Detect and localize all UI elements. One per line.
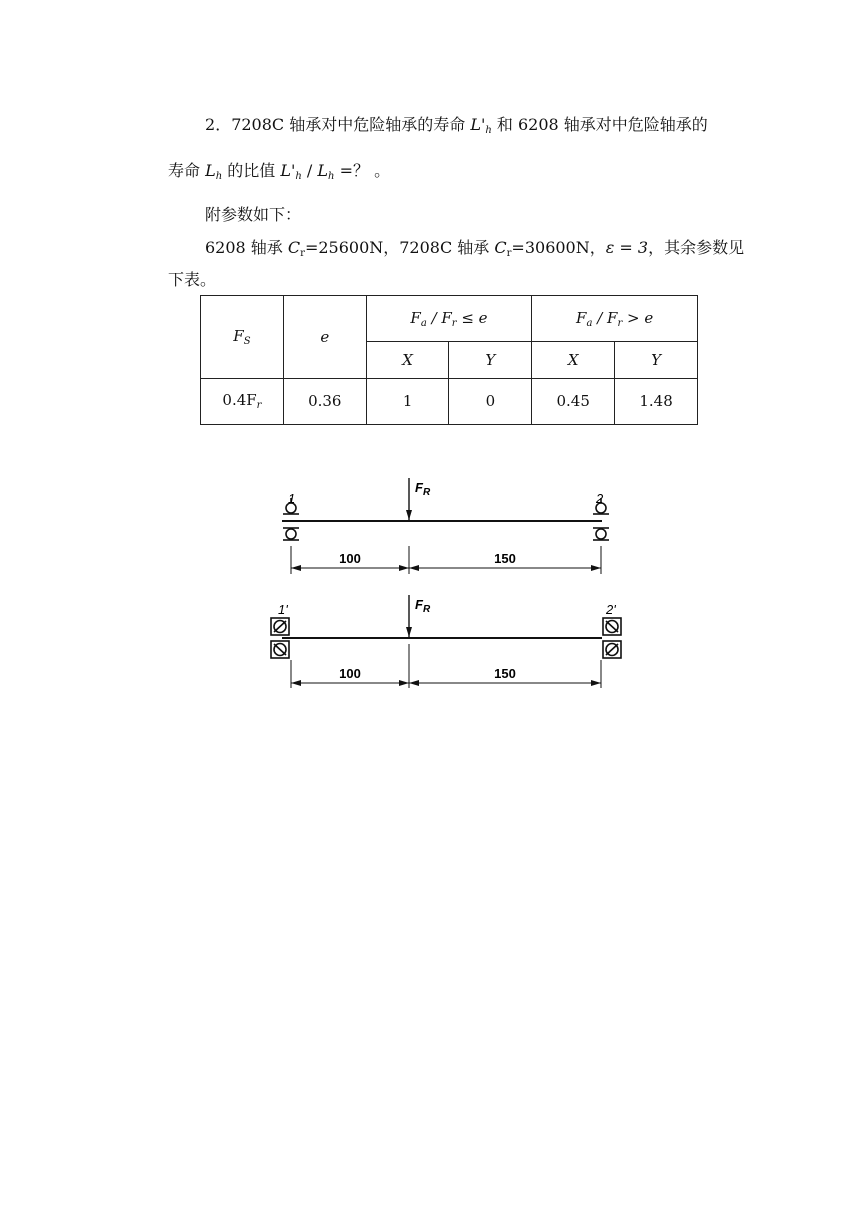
ratio-denominator-sub: h: [328, 171, 335, 182]
top-right-label: 2: [596, 491, 604, 506]
params-line-2: 下表。: [168, 270, 217, 289]
params-text-c: =30600N，: [511, 238, 606, 257]
params-line: [205, 237, 744, 265]
cell-y1: 0: [449, 378, 532, 424]
capacity-symbol-2: C: [494, 238, 507, 257]
bottom-dim-left-value: 100: [339, 666, 361, 681]
capacity-symbol-1: C: [287, 238, 301, 257]
subheader-y2: Y: [615, 342, 698, 378]
bottom-diagram: [271, 595, 621, 688]
header-group-gt: $F_a / F_r > e$: [532, 296, 698, 342]
parameter-table: [200, 295, 698, 425]
bottom-right-label: 2': [606, 602, 616, 617]
params-text-a: 6208 轴承: [205, 238, 288, 257]
question-text-b: 和 6208 轴承对中危险轴承的: [491, 115, 708, 134]
question-line-2: [168, 160, 390, 188]
life-subscript-2: h: [215, 171, 223, 182]
bottom-dim-right-value: 150: [494, 666, 516, 681]
top-dim-right-value: 150: [494, 551, 516, 566]
question-number: 2: [205, 115, 216, 134]
subheader-x2: X: [532, 342, 615, 378]
header-e: e: [283, 296, 366, 379]
params-text-b: =25600N，7208C 轴承: [304, 238, 495, 257]
epsilon-value: ε = 3: [605, 238, 649, 257]
question-tail: =？ 。: [334, 161, 391, 180]
ratio-numerator-sub: h: [295, 171, 302, 182]
subheader-y1: Y: [449, 342, 532, 378]
cell-x2: 0.45: [532, 378, 615, 424]
cell-fs: $0.4F_r$: [201, 378, 284, 424]
question-text-a: ．7208C 轴承对中危险轴承的寿命: [215, 115, 471, 134]
question-line-1: [205, 114, 708, 142]
bearing-diagram: [262, 470, 632, 690]
ratio-denominator: L: [317, 161, 329, 180]
cell-y2: 1.48: [615, 378, 698, 424]
header-group-le: $F_a / F_r \le e$: [366, 296, 532, 342]
question-text-c: 寿命: [168, 161, 206, 180]
life-symbol-2: L: [205, 161, 216, 180]
capacity-subscript-2: r: [506, 248, 512, 259]
life-symbol: L': [470, 115, 486, 134]
ratio-slash: /: [301, 161, 318, 180]
life-subscript: h: [485, 125, 492, 136]
top-left-label: 1: [288, 491, 296, 506]
ratio-numerator: L': [280, 161, 296, 180]
bottom-right-bearing-icon: [603, 618, 621, 658]
top-dim-left-value: 100: [339, 551, 361, 566]
params-intro: 附参数如下：: [205, 205, 302, 224]
question-text-d: 的比值: [222, 161, 281, 180]
cell-e: 0.36: [283, 378, 366, 424]
bottom-force-label: $F_R$: [415, 597, 431, 615]
bottom-left-label: 1': [278, 602, 288, 617]
params-text-d: ，其余参数见: [648, 238, 745, 257]
capacity-subscript-1: r: [300, 248, 305, 259]
top-force-label: $F_R$: [415, 480, 431, 498]
top-diagram: [282, 478, 609, 574]
cell-x1: 1: [366, 378, 449, 424]
header-fs: $F_S$: [201, 296, 284, 379]
subheader-x1: X: [366, 342, 449, 378]
